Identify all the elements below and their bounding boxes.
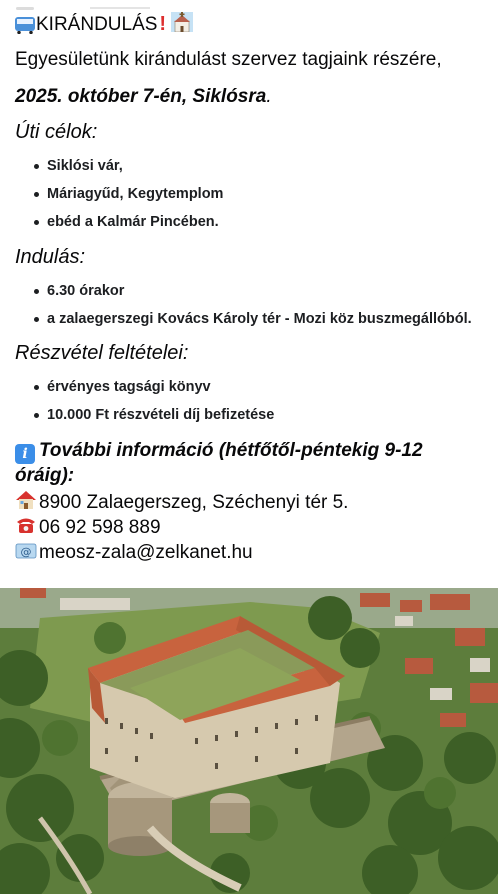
list-item: ebéd a Kalmár Pincében.: [15, 208, 223, 236]
list-item: 6.30 órakor: [15, 277, 472, 305]
conditions-list: [15, 373, 274, 429]
email: meosz-zala@zelkanet.hu: [39, 542, 253, 563]
information-icon: i: [15, 444, 35, 464]
list-item: érvényes tagsági könyv: [15, 373, 274, 401]
castle-photo[interactable]: [0, 588, 498, 894]
church-icon: [171, 12, 193, 38]
svg-text:@: @: [20, 545, 32, 559]
date-line: [15, 86, 272, 108]
departure-list: [15, 277, 472, 333]
list-item: Máriagyűd, Kegytemplom: [15, 180, 223, 208]
telephone-icon: [15, 515, 37, 541]
info-heading-line2: óráig):: [15, 465, 75, 486]
destinations-list: [15, 152, 223, 236]
list-item: 10.000 Ft részvételi díj befizetése: [15, 401, 274, 429]
post-intro: Egyesületünk kirándulást szervez tagjaink részére,: [15, 49, 442, 70]
info-heading: További információ (hétfőtől-péntekig 9-12: [39, 440, 423, 461]
bus-icon: [15, 17, 35, 31]
trip-date: 2025. október 7-én, Siklósra: [15, 86, 267, 107]
house-icon: [15, 490, 37, 516]
destinations-heading: Úti célok:: [15, 121, 98, 143]
post-title: KIRÁNDULÁS: [36, 14, 158, 35]
phone-line: [15, 515, 161, 541]
info-heading-line1: [15, 440, 423, 464]
list-item: a zalaegerszegi Kovács Károly tér - Mozi köz buszmegállóból.: [15, 305, 472, 333]
phone: 06 92 598 889: [39, 517, 161, 538]
email-line: [15, 540, 253, 566]
post-title-line: [15, 12, 195, 38]
departure-heading: Indulás:: [15, 246, 86, 268]
list-item: Siklósi vár,: [15, 152, 223, 180]
conditions-heading: Részvétel feltételei:: [15, 342, 189, 364]
date-suffix: .: [266, 86, 272, 107]
exclamation-icon: !: [159, 13, 167, 35]
envelope-icon: [15, 540, 37, 566]
address: 8900 Zalaegerszeg, Széchenyi tér 5.: [39, 492, 349, 513]
address-line: [15, 490, 348, 516]
